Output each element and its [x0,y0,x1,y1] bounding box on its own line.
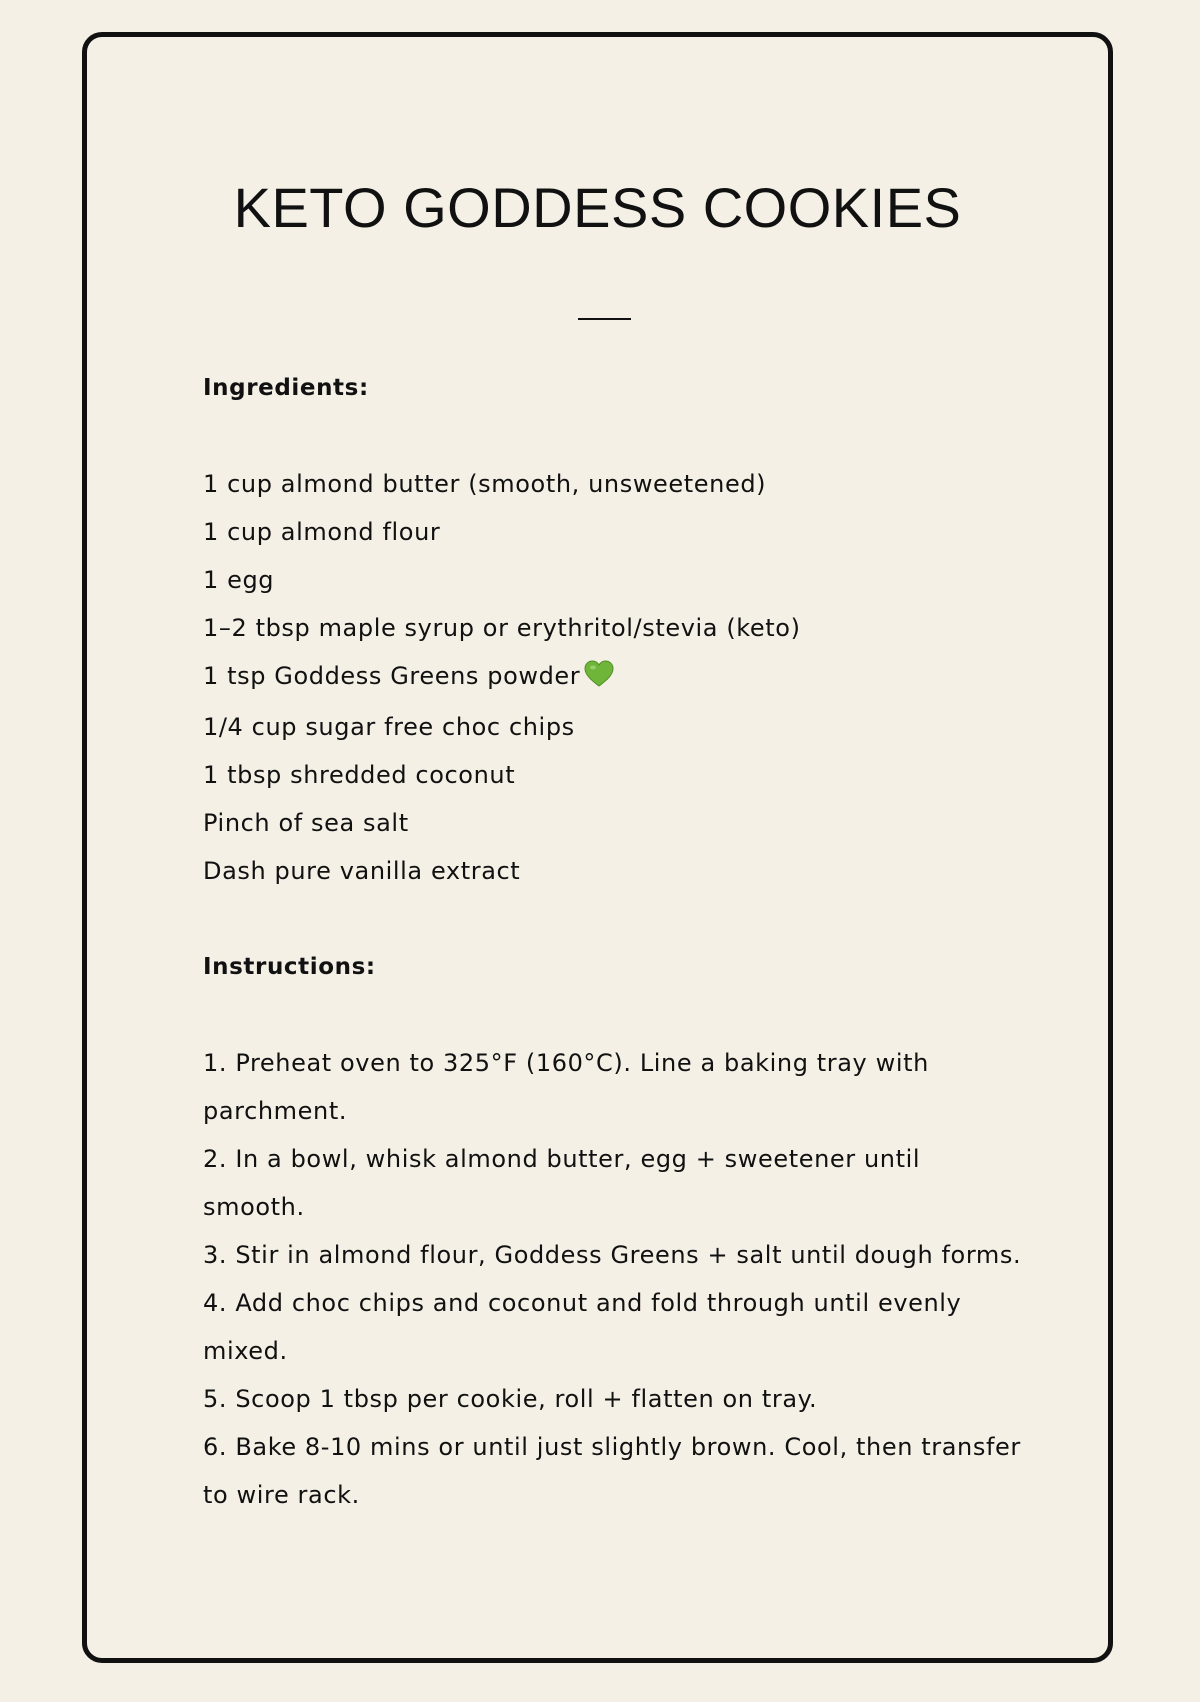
title-divider [578,318,631,320]
instruction-step: 5. Scoop 1 tbsp per cookie, roll + flatten on tray. [203,1385,818,1413]
instruction-step: 1. Preheat oven to 325°F (160°C). Line a baking tray with parchment. [203,1049,929,1125]
recipe-card [82,32,1113,1663]
ingredients-heading: Ingredients: [203,375,369,401]
instructions-heading: Instructions: [203,954,376,980]
green-heart-icon [584,655,614,703]
ingredient-item: 1 cup almond flour [203,518,441,546]
ingredient-item: 1–2 tbsp maple syrup or erythritol/stevia (keto) [203,614,801,642]
instruction-step: 3. Stir in almond flour, Goddess Greens + salt until dough forms. [203,1241,1022,1269]
ingredient-text: 1 tsp Goddess Greens powder [203,662,581,690]
ingredients-list [203,460,1023,895]
instruction-step: 4. Add choc chips and coconut and fold through until evenly mixed. [203,1289,962,1365]
instruction-step: 2. In a bowl, whisk almond butter, egg + sweetener until smooth. [203,1145,921,1221]
ingredient-item: 1 tbsp shredded coconut [203,761,516,789]
instruction-step: 6. Bake 8-10 mins or until just slightly brown. Cool, then transfer to wire rack. [203,1433,1021,1509]
ingredient-item [203,652,1023,703]
ingredient-item: 1 egg [203,566,275,594]
instructions-list [203,1039,1023,1519]
ingredient-item: Dash pure vanilla extract [203,857,521,885]
ingredient-item: Pinch of sea salt [203,809,409,837]
recipe-title: KETO GODDESS COOKIES [233,176,962,239]
ingredient-item: 1 cup almond butter (smooth, unsweetened) [203,470,767,498]
ingredient-item: 1/4 cup sugar free choc chips [203,713,575,741]
recipe-content [203,364,1023,1519]
